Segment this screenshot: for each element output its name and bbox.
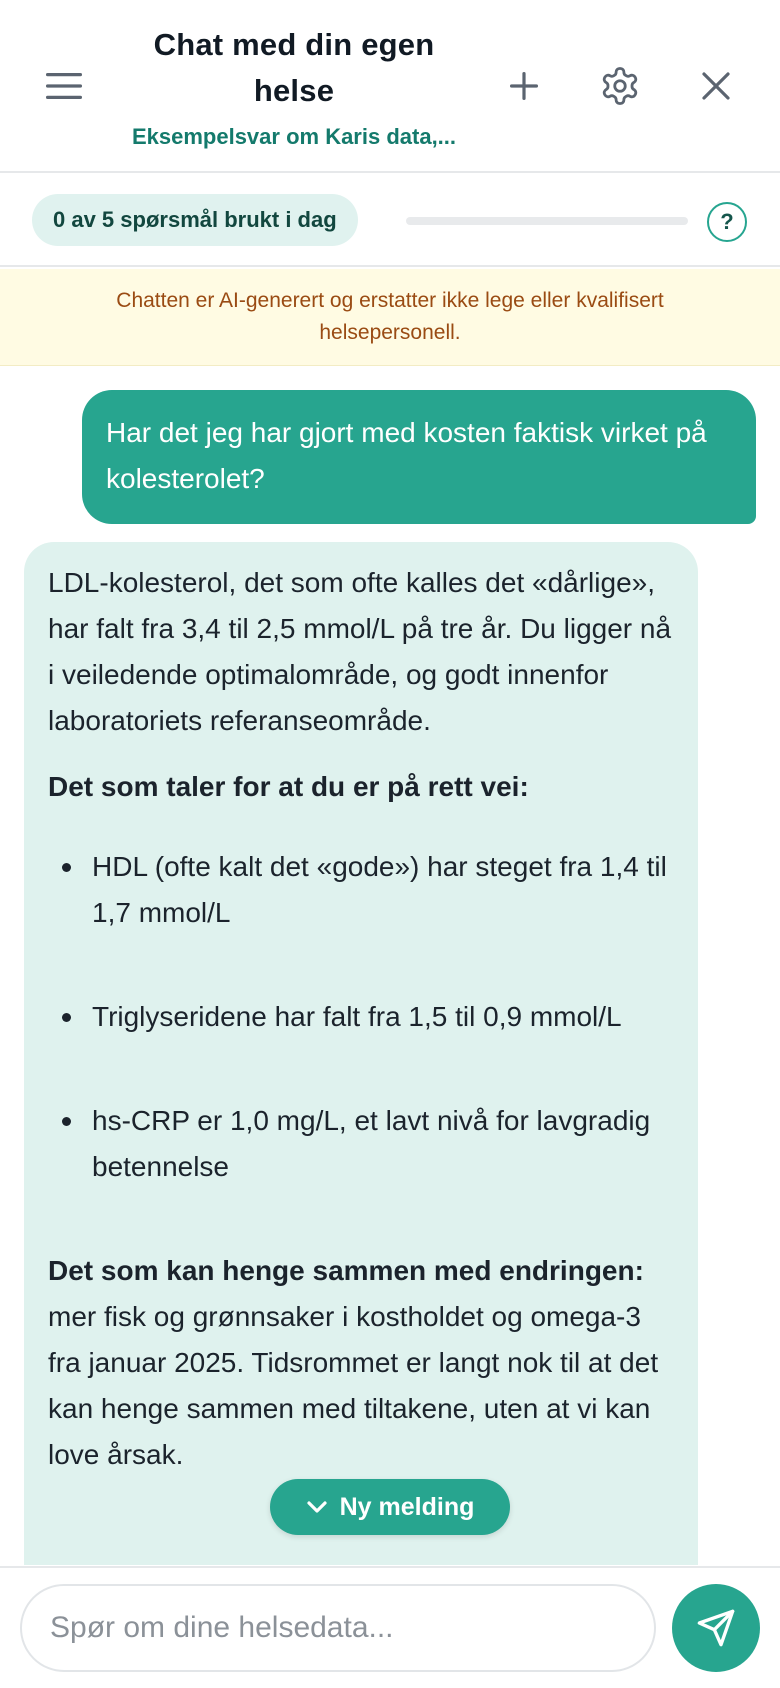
input-bar xyxy=(0,1566,780,1688)
menu-button[interactable] xyxy=(36,58,92,114)
list-item: Triglyseridene har falt fra 1,5 til 0,9 mmol/L xyxy=(48,994,674,1040)
chevron-down-icon xyxy=(306,1500,328,1514)
assistant-changes-text: mer fisk og grønnsaker i kostholdet og omega-3 fra januar 2025. Tidsrommet er langt nok til at det kan henge sammen med tiltakene, uten at vi kan love årsak. xyxy=(48,1301,659,1470)
assistant-message xyxy=(24,542,698,1565)
help-button[interactable]: ? xyxy=(707,202,747,242)
list-item: HDL (ofte kalt det «gode») har steget fra 1,4 til 1,7 mmol/L xyxy=(48,844,674,936)
assistant-bullet-list xyxy=(48,844,674,1190)
user-message: Har det jeg har gjort med kosten faktisk virket på kolesterolet? xyxy=(82,390,756,524)
chat-messages[interactable] xyxy=(0,367,780,1565)
message-input[interactable] xyxy=(20,1584,656,1672)
assistant-paragraph-changes xyxy=(48,1248,674,1478)
close-button[interactable] xyxy=(688,58,744,114)
usage-row xyxy=(0,175,780,267)
new-chat-button[interactable] xyxy=(496,58,552,114)
menu-icon xyxy=(46,72,82,100)
assistant-intro: LDL-kolesterol, det som ofte kalles det «dårlige», har falt fra 3,4 til 2,5 mmol/L på tre år. Du ligger nå i veiledende optimalområde, og godt innenfor laboratoriets referanseområde. xyxy=(48,567,672,736)
plus-icon xyxy=(509,71,539,101)
gear-icon xyxy=(599,65,641,107)
chat-header xyxy=(0,0,780,173)
send-icon xyxy=(696,1608,736,1648)
settings-button[interactable] xyxy=(592,58,648,114)
send-button[interactable] xyxy=(672,1584,760,1672)
page-subtitle[interactable]: Eksempelsvar om Karis data,... xyxy=(131,124,457,149)
usage-progress-bar xyxy=(406,217,688,225)
assistant-heading-changes: Det som kan henge sammen med endringen: xyxy=(48,1255,644,1286)
title-block xyxy=(110,22,478,152)
new-message-label: Ny melding xyxy=(339,1492,475,1521)
list-item: hs-CRP er 1,0 mg/L, et lavt nivå for lavgradig betennelse xyxy=(48,1098,674,1190)
close-icon xyxy=(702,72,730,100)
usage-badge: 0 av 5 spørsmål brukt i dag xyxy=(32,194,358,246)
assistant-heading-positive: Det som taler for at du er på rett vei: xyxy=(48,771,529,802)
new-message-button[interactable] xyxy=(270,1479,510,1535)
ai-disclaimer: Chatten er AI-generert og erstatter ikke lege eller kvalifisert helsepersonell. xyxy=(0,269,780,366)
page-title: Chat med din egen helse xyxy=(153,27,435,108)
